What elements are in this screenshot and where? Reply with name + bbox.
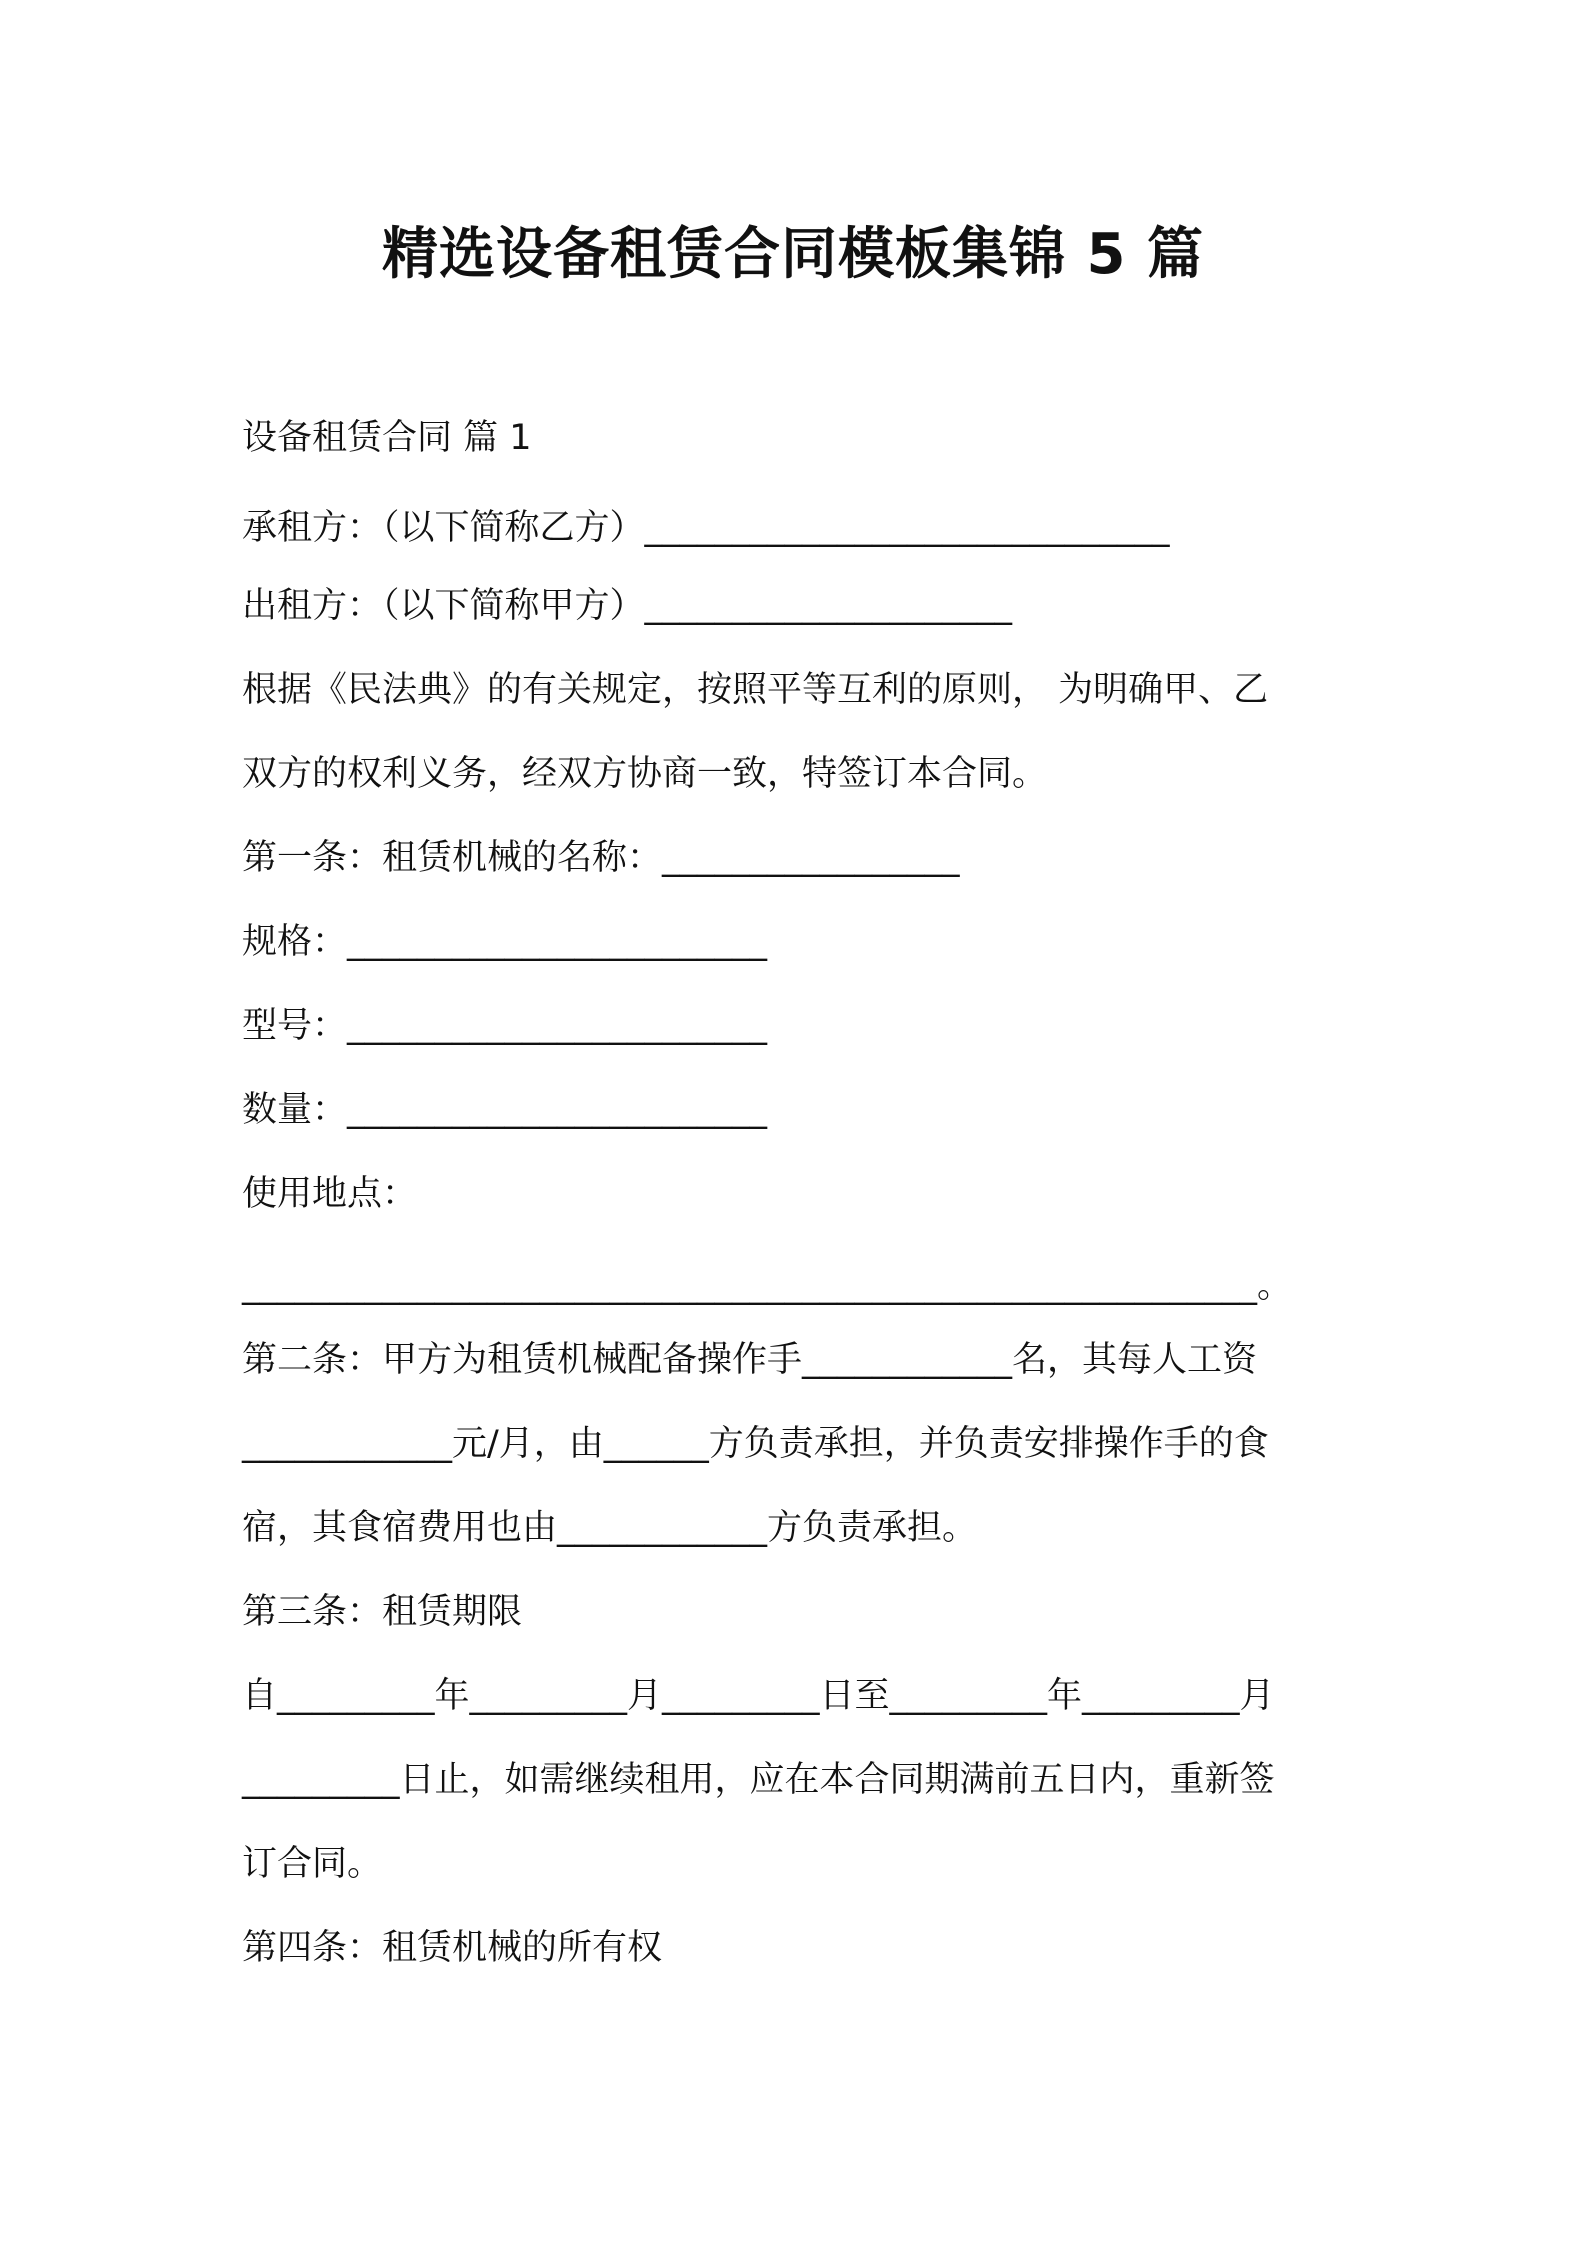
article-2-line-2: ____________元/月，由______方负责承担，并负责安排操作手的食	[242, 1424, 1269, 1464]
article-3-heading: 第三条：租赁期限	[242, 1592, 523, 1632]
section-heading: 设备租赁合同 篇 1	[242, 418, 532, 458]
article-3-line-3: 订合同。	[242, 1844, 383, 1884]
preamble-line-1: 根据《民法典》的有关规定，按照平等互利的原则， 为明确甲、乙	[242, 670, 1269, 710]
article-1-line: 第一条：租赁机械的名称：_________________	[242, 838, 960, 878]
preamble-line-2: 双方的权利义务，经双方协商一致，特签订本合同。	[242, 754, 1048, 794]
model-line: 型号：________________________	[242, 1006, 768, 1046]
article-2-line-1: 第二条：甲方为租赁机械配备操作手____________名，其每人工资	[242, 1340, 1258, 1380]
spec-line: 规格：________________________	[242, 922, 768, 962]
lessee-line: 承租方：（以下简称乙方）______________________________	[242, 508, 1170, 548]
document-title: 精选设备租赁合同模板集锦 5 篇	[382, 222, 1204, 287]
location-label: 使用地点：	[242, 1174, 418, 1214]
article-3-line-1: 自_________年_________月_________日至_________年_________月	[242, 1676, 1275, 1716]
article-3-line-2: _________日止，如需继续租用，应在本合同期满前五日内，重新签	[242, 1760, 1275, 1800]
lessor-line: 出租方：（以下简称甲方）_____________________	[242, 586, 1013, 626]
location-blank-line: __________________________________________________________。	[242, 1266, 1293, 1306]
article-2-line-3: 宿，其食宿费用也由____________方负责承担。	[242, 1508, 978, 1548]
quantity-line: 数量：________________________	[242, 1090, 768, 1130]
article-4-heading: 第四条：租赁机械的所有权	[242, 1928, 663, 1968]
